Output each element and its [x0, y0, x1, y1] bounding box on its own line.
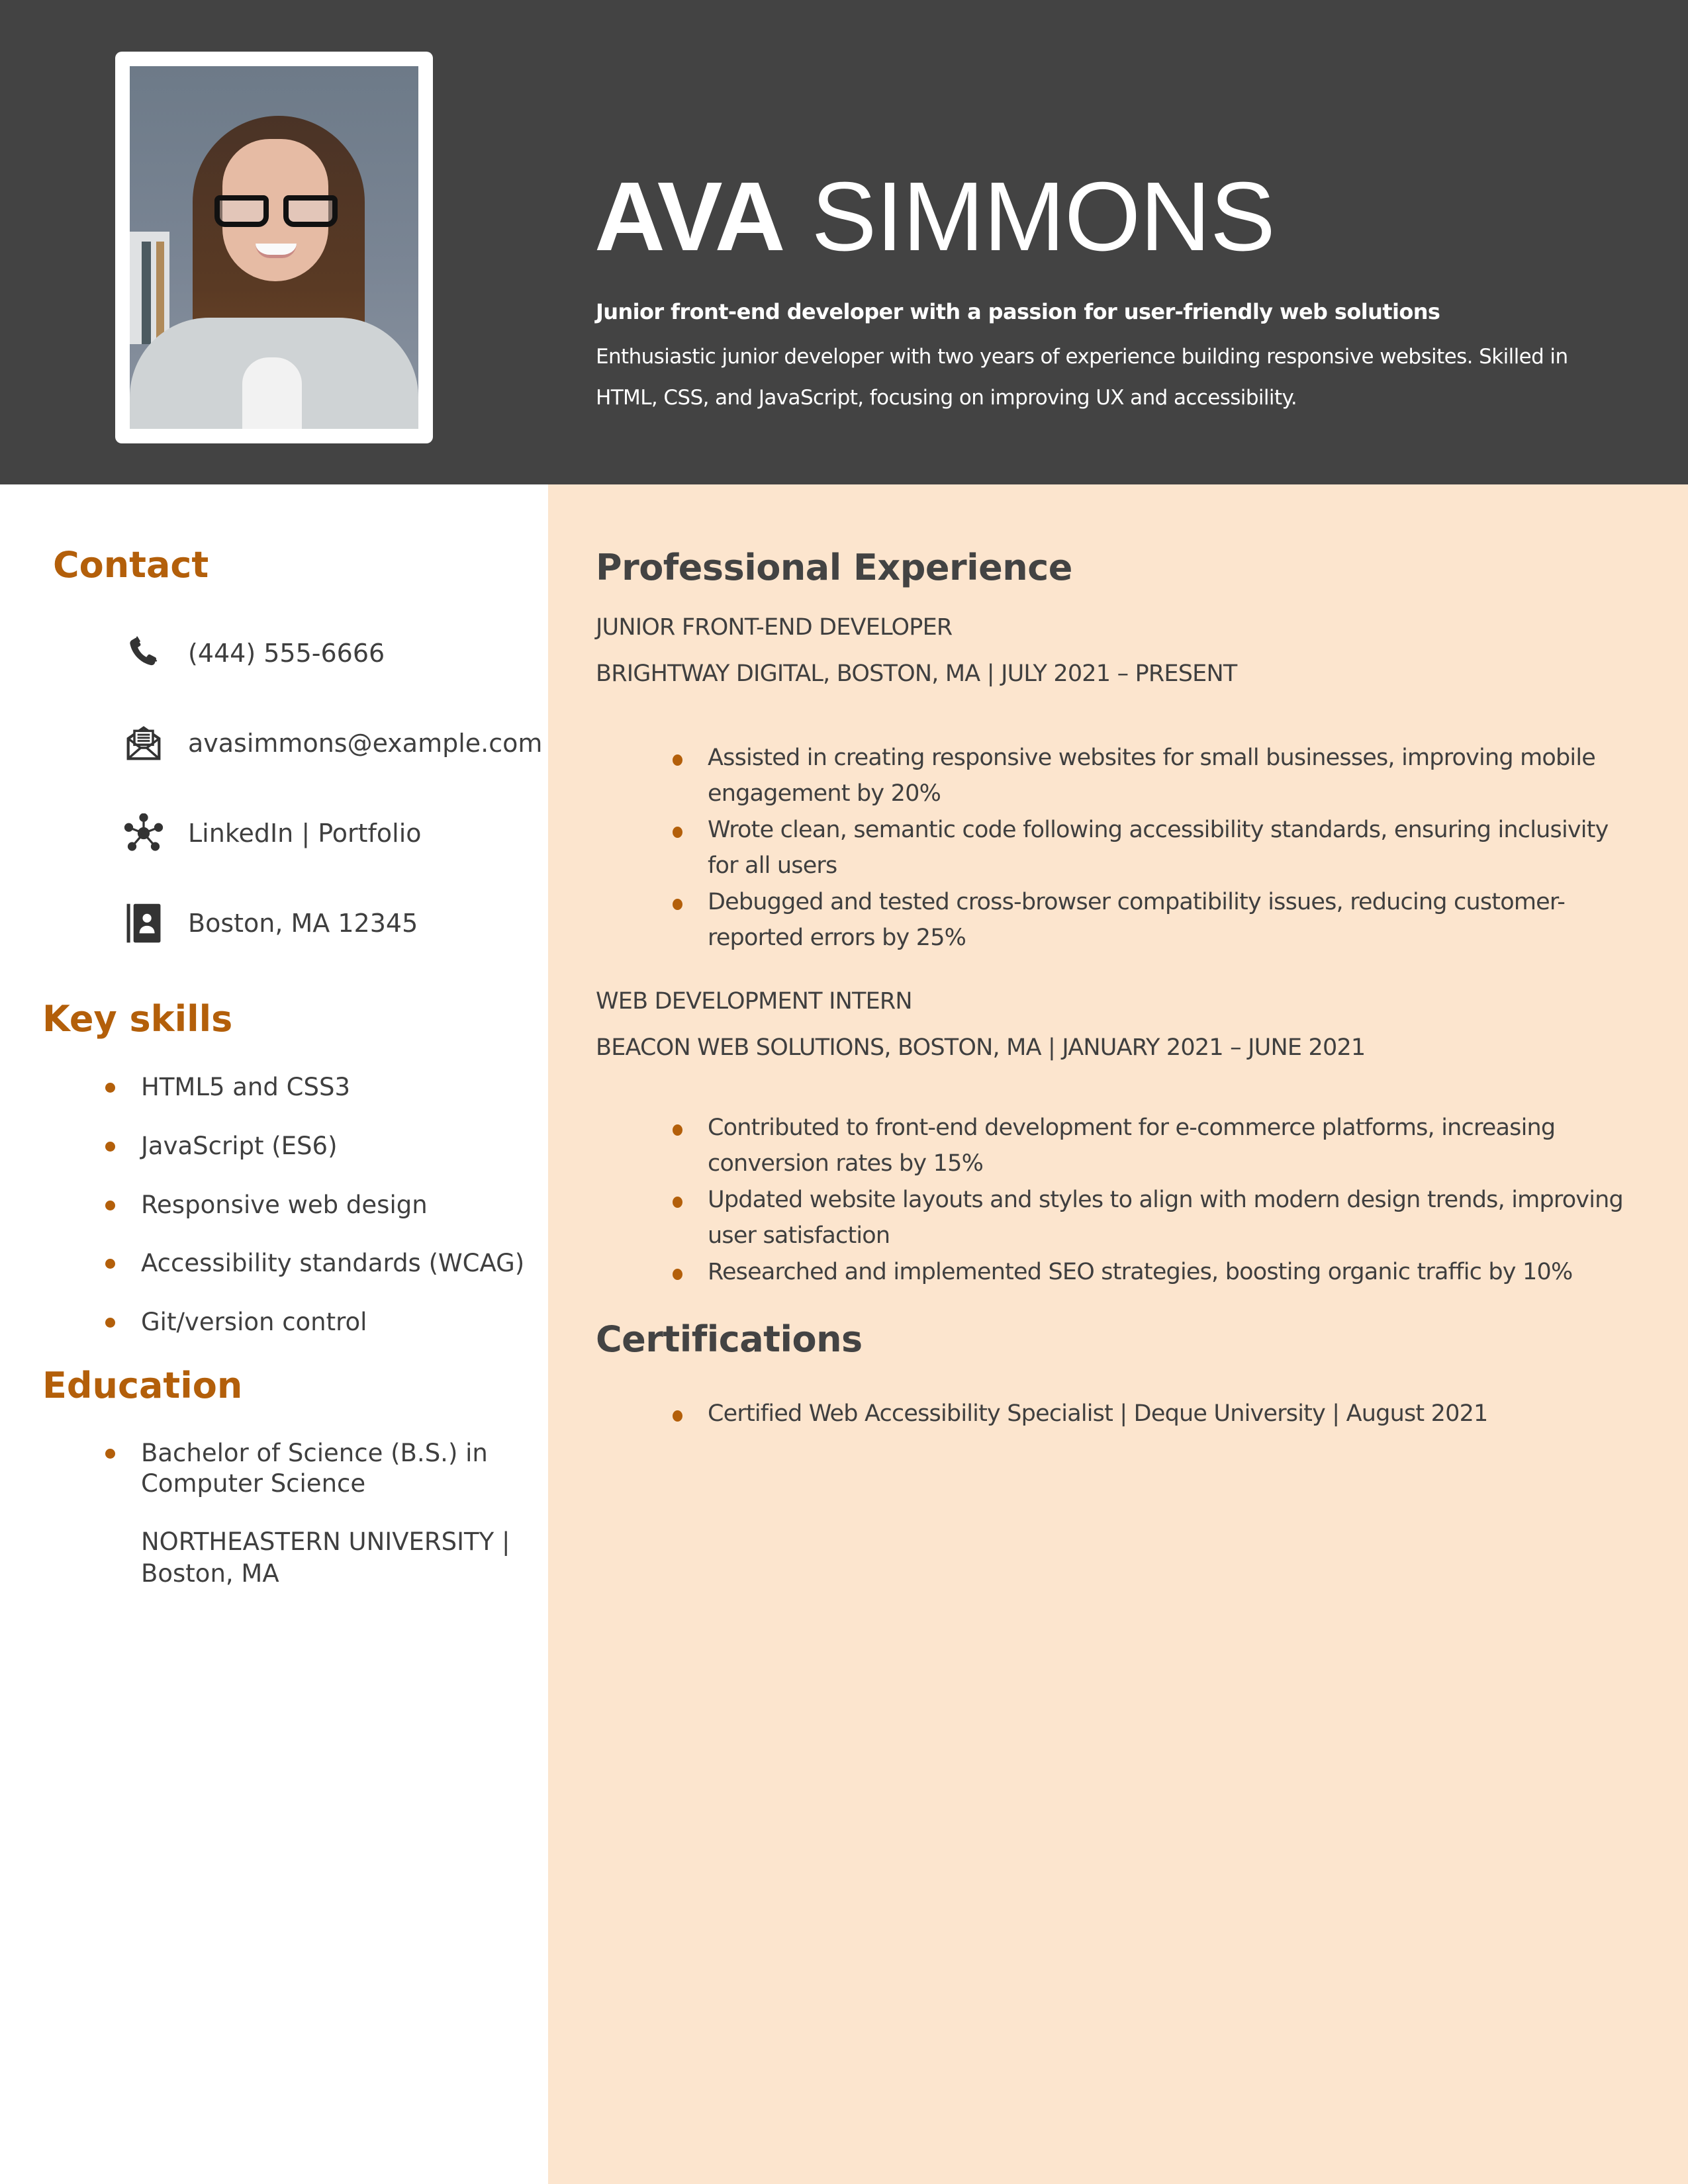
contact-links[interactable] — [123, 810, 422, 856]
linkedin-portfolio-links[interactable]: LinkedIn | Portfolio — [188, 819, 422, 848]
email-address: avasimmons@example.com — [188, 729, 543, 758]
bullet-text: Updated website layouts and styles to align with modern design trends, improving user satisfaction — [708, 1187, 1623, 1249]
background-binder — [156, 242, 164, 344]
bullet-icon — [673, 1410, 682, 1422]
bullet-icon — [105, 1449, 115, 1459]
resume-header — [0, 0, 1688, 484]
contact-phone[interactable] — [123, 630, 385, 676]
skill-text: Git/version control — [141, 1308, 367, 1336]
bullet-icon — [105, 1201, 115, 1210]
profile-photo — [130, 66, 418, 429]
bullet-icon — [673, 827, 682, 838]
skills-heading: Key skills — [42, 998, 233, 1040]
school-line-2: Boston, MA — [141, 1559, 279, 1588]
degree-line-1: Bachelor of Science (B.S.) in — [141, 1439, 488, 1467]
glasses-lens — [283, 195, 338, 227]
photo-glasses — [214, 195, 338, 227]
candidate-name — [594, 164, 1275, 270]
summary: Enthusiastic junior developer with two years of experience building responsive websites. Skilled in HTML, CSS, and JavaScript, focusing on improving UX and accessibility. — [596, 345, 1568, 410]
contact-heading: Contact — [53, 544, 209, 586]
profile-photo-frame — [115, 52, 433, 443]
glasses-lens — [214, 195, 269, 227]
first-name: AVA — [594, 162, 785, 271]
network-icon — [123, 813, 164, 854]
address-book-icon — [123, 903, 164, 944]
certification-text: Certified Web Accessibility Specialist | Deque University | August 2021 — [708, 1400, 1488, 1427]
school-line-1: NORTHEASTERN UNIVERSITY | — [141, 1527, 510, 1556]
bullet-icon — [673, 1269, 682, 1280]
degree-line-2: Computer Science — [141, 1469, 366, 1498]
last-name: SIMMONS — [811, 162, 1275, 271]
job-company-dates: BEACON WEB SOLUTIONS, BOSTON, MA | JANUARY 2021 – JUNE 2021 — [596, 1034, 1366, 1061]
bullet-icon — [105, 1142, 115, 1152]
phone-icon — [123, 633, 164, 674]
education-heading: Education — [42, 1365, 243, 1406]
skill-text: HTML5 and CSS3 — [141, 1073, 350, 1101]
bullet-text: Researched and implemented SEO strategies, boosting organic traffic by 10% — [708, 1259, 1573, 1285]
background-binder — [142, 242, 151, 344]
tagline: Junior front-end developer with a passion for user-friendly web solutions — [596, 299, 1440, 324]
skill-text: JavaScript (ES6) — [141, 1132, 338, 1160]
bullet-icon — [105, 1318, 115, 1328]
bullet-text: Contributed to front-end development for e-commerce platforms, increasing conversion rates by 15% — [708, 1115, 1556, 1177]
bullet-text: Wrote clean, semantic code following accessibility standards, ensuring inclusivity for all users — [708, 817, 1609, 879]
bullet-icon — [673, 754, 682, 766]
contact-address[interactable] — [123, 900, 418, 946]
envelope-icon — [123, 723, 164, 764]
job-title: WEB DEVELOPMENT INTERN — [596, 988, 912, 1015]
contact-email[interactable] — [123, 720, 543, 766]
bullet-icon — [105, 1259, 115, 1269]
bullet-text: Assisted in creating responsive websites for small businesses, improving mobile engagement by 20% — [708, 745, 1596, 807]
certifications-heading: Certifications — [596, 1318, 863, 1360]
bullet-icon — [105, 1083, 115, 1093]
skill-text: Responsive web design — [141, 1191, 428, 1219]
skill-text: Accessibility standards (WCAG) — [141, 1249, 525, 1277]
location: Boston, MA 12345 — [188, 909, 418, 938]
experience-heading: Professional Experience — [596, 547, 1072, 588]
job-title: JUNIOR FRONT-END DEVELOPER — [596, 614, 953, 641]
bullet-icon — [673, 899, 682, 910]
bullet-icon — [673, 1124, 682, 1136]
bullet-text: Debugged and tested cross-browser compatibility issues, reducing customer-reported errors by 25% — [708, 889, 1566, 951]
phone-number: (444) 555-6666 — [188, 639, 385, 668]
photo-shirt — [242, 357, 302, 429]
bullet-icon — [673, 1197, 682, 1208]
job-company-dates: BRIGHTWAY DIGITAL, BOSTON, MA | JULY 2021 – PRESENT — [596, 660, 1237, 687]
